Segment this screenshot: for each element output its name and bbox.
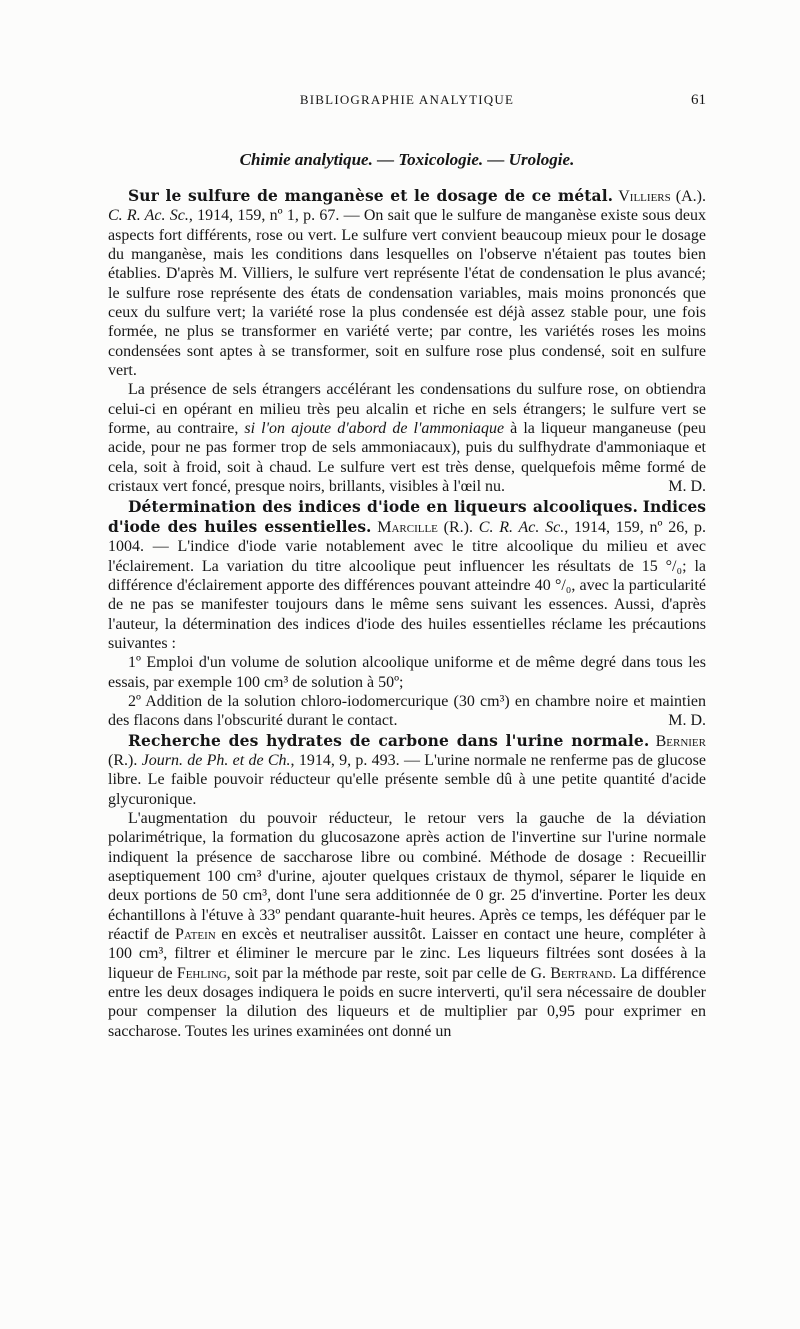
name-fehling: Fehling xyxy=(176,964,227,982)
article-1-paragraph-2-b: à la liqueur manganeuse (peu acide, pour ne pas former trop de sels ammoniacaux), puis du sulfhydrate d'ammoniaque et cela, soit à froid, soit à chaud. Le sulfure vert est très dense, quelquefois même formé de cristaux vert foncé, presque noirs, brillants, visibles à l'œil nu. xyxy=(108,420,706,496)
article-3-paragraph-2-c: , soit par la méthode par reste, soit par celle de G. xyxy=(226,964,551,982)
name-bertrand: Bertrand xyxy=(550,964,613,982)
article-body xyxy=(108,186,706,1041)
article-2-author: Marcille xyxy=(377,518,438,536)
page-number: 61 xyxy=(691,92,706,108)
article-3 xyxy=(108,731,706,809)
article-3-author-initials: (R.). xyxy=(108,751,142,769)
article-2-title-line-2: Indices d'iode des huiles essentielles. xyxy=(108,496,707,536)
article-2-signature: M. D. xyxy=(668,712,706,730)
article-3-reference: , 1914, 9, p. 493. xyxy=(290,751,400,769)
article-3-paragraph-2-d: . La différence entre les deux dosages indiquera le poids en sucre interverti, qu'il sera nécessaire de doubler pour compenser la dilution des liqueurs et de multiplier par 0,95 pour exprimer en saccharose. Toutes les urines examinées ont donné un xyxy=(108,964,706,1040)
article-2-title-line-1: Détermination des indices d'iode en liqueurs alcooliques. xyxy=(128,496,638,516)
section-title: Chimie analytique. — Toxicologie. — Urologie. xyxy=(239,150,575,169)
article-1-author-initials: (A.). xyxy=(670,188,707,205)
article-2-author-initials: (R.). xyxy=(437,518,479,536)
article-2 xyxy=(108,497,706,654)
article-1 xyxy=(108,186,706,380)
article-2-paragraph-1: — L'indice d'iode varie notablement avec le titre alcoolique du milieu et avec l'éclairement. La variation du titre alcoolique peut influencer les résultats de 15 °/₀; la différence d'éclairement apporte des différences pouvant atteindre 40 °/₀, avec la particularité de ne pas se manifester toujours dans le même sens suivant les essences. Aussi, d'après l'auteur, la détermination des indices d'iode des huiles essentielles réclame les précautions suivantes : xyxy=(108,538,707,652)
article-3-paragraph-1: — L'urine normale ne renferme pas de glucose libre. Le faible pouvoir réducteur qu'elle présente semble dû à une petite quantité d'acide glycuronique. xyxy=(108,751,707,808)
article-1-paragraph-1: — On sait que le sulfure de manganèse existe sous deux aspects fort différents, rose ou vert. Le sulfure vert convient beaucoup mieux pour le dosage du manganèse, mais les conditions dans lesquelles on l'observe n'étaient pas toutes bien établies. D'après M. Villiers, le sulfure vert représente l'état de condensation le plus avancé; le sulfure rose représente des états de condensation variables, mais moins prononcés que ceux du sulfure vert; la variété rose la plus condensée est déjà assez stable pour, une fois formée, ne plus se transformer en variété verte; par contre, les variétés roses les moins condensées sont aptes à se transformer, soit en sulfure rose plus condensé, soit en sulfure vert. xyxy=(108,207,707,380)
article-3-author: Bernier xyxy=(655,732,706,750)
article-3-paragraph-2-b: en excès et neutraliser aussitôt. Laisser en contact une heure, compléter à 100 cm³, filtrer et éliminer le mercure par le zinc. Les liqueurs filtrées sont dosées à la liqueur de xyxy=(108,926,707,982)
running-head xyxy=(108,92,706,112)
article-2-item-1: 1º Emploi d'un volume de solution alcoolique uniforme et de même degré dans tous les essais, par exemple 100 cm³ de solution à 50º; xyxy=(108,654,706,691)
article-1-journal: C. R. Ac. Sc. xyxy=(108,207,189,225)
article-1-paragraph-2-a: La présence de sels étrangers accélérant les condensations du sulfure rose, on obtiendra celui-ci en opérant en milieu très peu alcalin et riche en sels étrangers; le sulfure vert se forme, au contraire, xyxy=(108,381,706,438)
article-1-signature: M. D. xyxy=(668,478,706,496)
article-1-reference: , 1914, 159, nº 1, p. 67. xyxy=(188,207,340,225)
article-2-item-2-text: 2º Addition de la solution chloro-iodomercurique (30 cm³) en chambre noire et maintien des flacons dans l'obscurité durant le contact. xyxy=(108,692,706,730)
article-2-item-2 xyxy=(108,692,706,731)
article-1-author: Villiers xyxy=(618,188,671,205)
article-3-paragraph-2-a: L'augmentation du pouvoir réducteur, le retour vers la gauche de la déviation polarimétrique, la formation du glucosazone après action de l'invertine sur l'urine normale indiquent la présence de saccharose libre ou combiné. Méthode de dosage : Recueillir aseptiquement 100 cm³ d'urine, ajouter quelques cristaux de thymol, séparer le liquide en deux portions de 50 cm³, dont l'une sera additionnée de 0 gr. 25 d'invertine. Porter les deux échantillons à l'étuve à 33º pendant quarante-huit heures. Après ce temps, les déféquer par le réactif de xyxy=(108,810,706,944)
article-2-reference: , 1914, 159, nº 26, p. 1004. xyxy=(108,518,707,556)
article-3-paragraph-2 xyxy=(108,809,706,1041)
running-title: BIBLIOGRAPHIE ANALYTIQUE xyxy=(299,92,515,107)
article-1-paragraph-2-italic: si l'on ajoute d'abord de l'ammoniaque xyxy=(244,420,505,438)
article-3-title: Recherche des hydrates de carbone dans l'urine normale. xyxy=(128,730,650,750)
article-3-journal: Journ. de Ph. et de Ch. xyxy=(141,751,291,769)
article-1-paragraph-2 xyxy=(108,380,706,496)
article-1-title: Sur le sulfure de manganèse et le dosage de ce métal. xyxy=(128,186,614,205)
article-2-journal: C. R. Ac. Sc. xyxy=(478,518,565,536)
name-patein: Patein xyxy=(175,926,216,944)
